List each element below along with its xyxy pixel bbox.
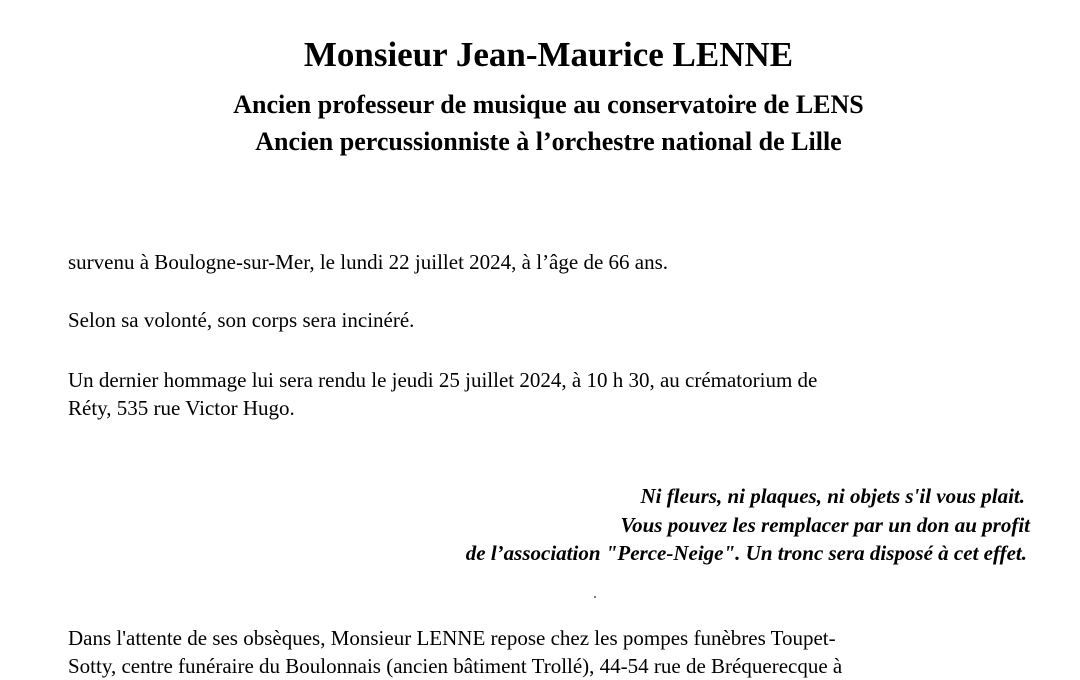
donation-request: Vous pouvez les remplacer par un don au profit — [620, 513, 1030, 537]
subtitle-percussionist: Ancien percussionniste à l’orchestre national de Lille — [255, 127, 842, 156]
viewing-line-1: Dans l'attente de ses obsèques, Monsieur LENNE repose chez les pompes funèbres Toupet- — [68, 626, 836, 650]
viewing-line-2: Sotty, centre funéraire du Boulonnais (ancien bâtiment Trollé), 44-54 rue de Bréquerecque à — [68, 654, 843, 678]
no-flowers-request: Ni fleurs, ni plaques, ni objets s'il vous plait. — [640, 484, 1025, 508]
cremation-wish: Selon sa volonté, son corps sera incinéré. — [68, 308, 415, 332]
tribute-line-1: Un dernier hommage lui sera rendu le jeudi 25 juillet 2024, à 10 h 30, au crématorium de — [68, 368, 818, 392]
death-notice: survenu à Boulogne-sur-Mer, le lundi 22 juillet 2024, à l’âge de 66 ans. — [68, 250, 669, 274]
subtitle-teacher: Ancien professeur de musique au conservatoire de LENS — [233, 90, 864, 119]
tribute-line-2: Réty, 535 rue Victor Hugo. — [68, 396, 295, 420]
deceased-name: Monsieur Jean-Maurice LENNE — [303, 35, 794, 74]
scan-speck — [594, 596, 596, 598]
donation-box-notice: de l’association "Perce-Neige". Un tronc sera disposé à cet effet. — [465, 541, 1027, 565]
